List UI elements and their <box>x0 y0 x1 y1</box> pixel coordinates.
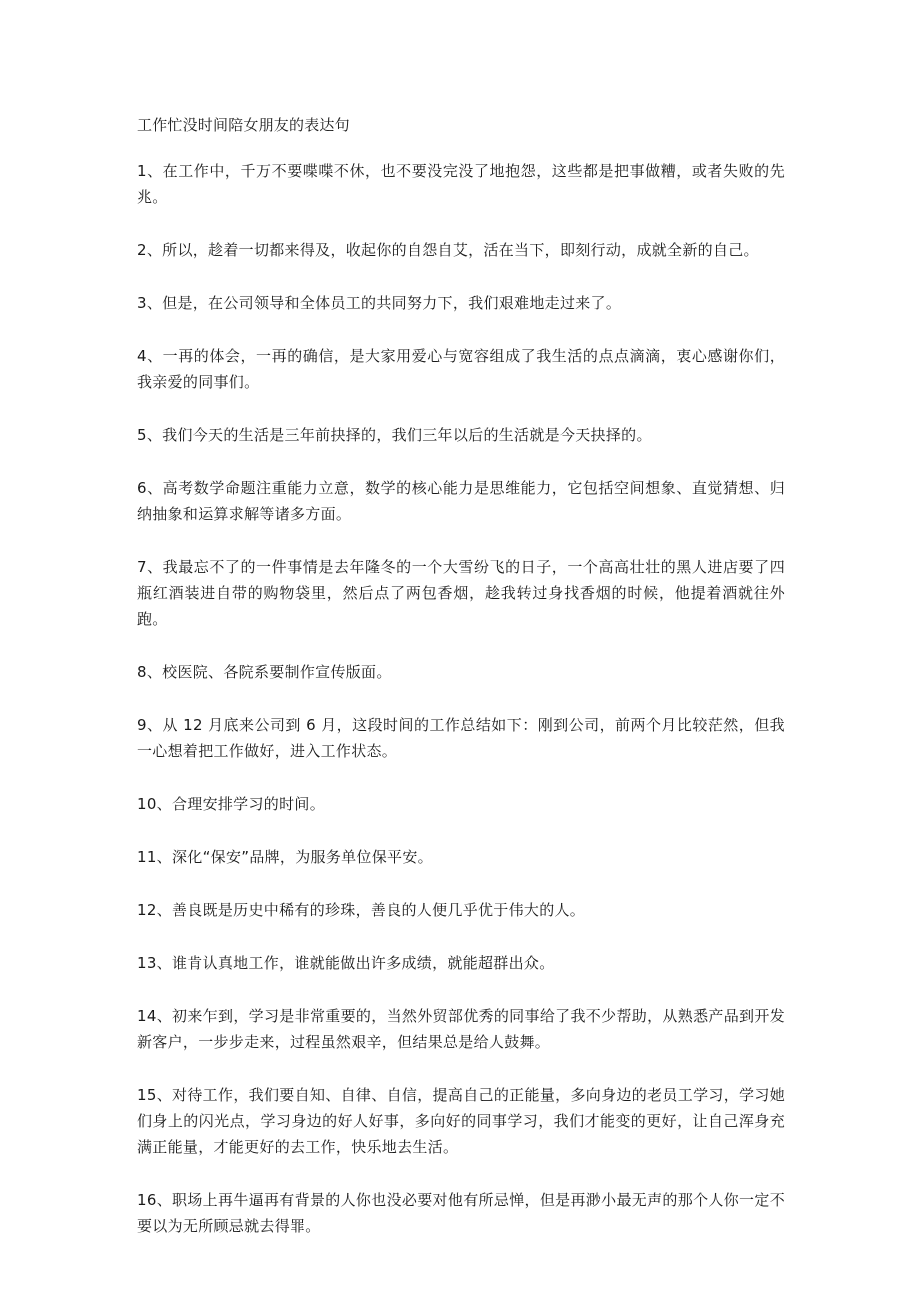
paragraph: 10、合理安排学习的时间。 <box>137 795 325 813</box>
paragraph: 15、对待工作，我们要自知、自律、自信，提高自己的正能量，多向身边的老员工学习，学习她们身上的闪光点，学习身边的好人好事，多向好的同事学习，我们才能变的更好，让自己浑身充满正能量，才能更好的去工作，快乐地去生活。 <box>137 1086 785 1156</box>
paragraph: 2、所以，趁着一切都来得及，收起你的自怨自艾，活在当下，即刻行动，成就全新的自己。 <box>137 241 759 259</box>
paragraph: 4、一再的体会，一再的确信，是大家用爱心与宽容组成了我生活的点点滴滴，衷心感谢你们，我亲爱的同事们。 <box>137 347 785 391</box>
paragraph: 11、深化“保安”品牌，为服务单位保平安。 <box>137 848 433 866</box>
paragraph: 5、我们今天的生活是三年前抉择的，我们三年以后的生活就是今天抉择的。 <box>137 426 652 444</box>
paragraph: 12、善良既是历史中稀有的珍珠，善良的人便几乎优于伟大的人。 <box>137 901 586 919</box>
paragraph: 9、从 12 月底来公司到 6 月，这段时间的工作总结如下：刚到公司，前两个月比较茫然，但我一心想着把工作做好，进入工作状态。 <box>137 716 785 760</box>
paragraph: 7、我最忘不了的一件事情是去年隆冬的一个大雪纷飞的日子，一个高高壮壮的黑人进店要了四瓶红酒装进自带的购物袋里，然后点了两包香烟，趁我转过身找香烟的时候，他提着酒就往外跑。 <box>137 558 785 628</box>
document-title: 工作忙没时间陪女朋友的表达句 <box>137 116 350 134</box>
paragraph: 14、初来乍到，学习是非常重要的，当然外贸部优秀的同事给了我不少帮助，从熟悉产品到开发新客户，一步步走来，过程虽然艰辛，但结果总是给人鼓舞。 <box>137 1007 785 1051</box>
paragraph: 3、但是，在公司领导和全体员工的共同努力下，我们艰难地走过来了。 <box>137 294 622 312</box>
paragraph: 1、在工作中，千万不要喋喋不休，也不要没完没了地抱怨，这些都是把事做糟，或者失败的先兆。 <box>137 162 785 206</box>
document-body <box>137 112 785 1266</box>
paragraph: 6、高考数学命题注重能力立意，数学的核心能力是思维能力，它包括空间想象、直觉猜想、归纳抽象和运算求解等诸多方面。 <box>137 479 785 523</box>
paragraph: 13、谁肯认真地工作，谁就能做出许多成绩，就能超群出众。 <box>137 954 555 972</box>
paragraph: 16、职场上再牛逼再有背景的人你也没必要对他有所忌惮，但是再渺小最无声的那个人你一定不要以为无所顾忌就去得罪。 <box>137 1191 785 1235</box>
paragraph: 8、校医院、各院系要制作宣传版面。 <box>137 663 392 681</box>
